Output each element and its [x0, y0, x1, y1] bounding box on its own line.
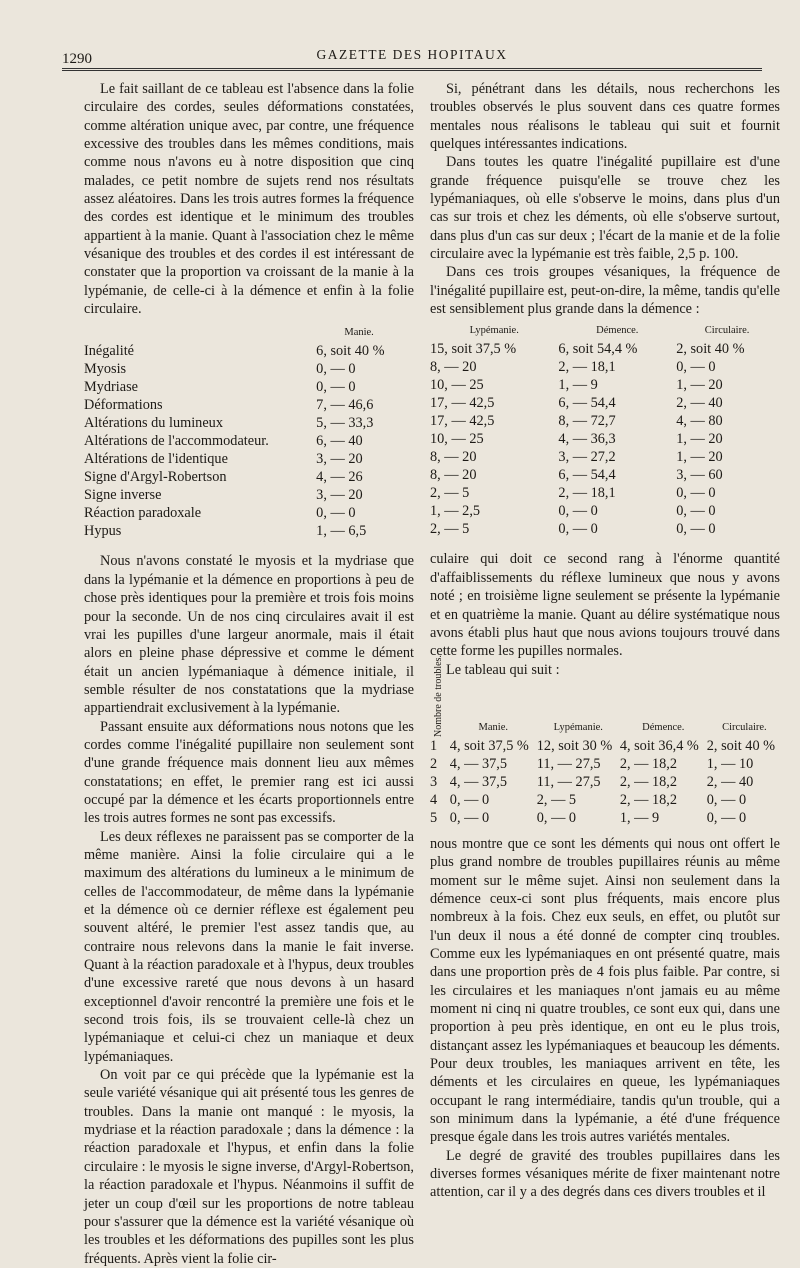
table-cell: 4, — 80 [676, 413, 723, 430]
row-value: 6, soit 40 % [316, 343, 385, 360]
table-cell: 0, — 0 [676, 485, 716, 502]
table-cell: 2, — 40 [676, 395, 723, 412]
table-cell: 8, — 20 [430, 449, 477, 466]
table-cell: 11, — 27,5 [536, 773, 601, 790]
table-row [84, 486, 402, 504]
table-row [84, 504, 402, 522]
table-cell: 0, — 0 [676, 521, 716, 538]
table-cell: 2, — 18,2 [619, 773, 677, 790]
table-row [84, 342, 402, 360]
table-cell: 1, — 10 [706, 755, 754, 772]
table-row [84, 432, 402, 450]
table-cell: 0, — 0 [558, 503, 598, 520]
table-row [430, 376, 778, 394]
paragraph: Le fait saillant de ce tableau est l'absence dans la folie circulaire des cordes, seules déformations constatées, comme altération unique avec, par contre, une fréquence excessive des troubles dans les mêmes conditions, mais comme nous n'avons eu à notre disposition que cinq malades, ce petit nombre de sujets rend nos résultats assez aléatoires. Dans les trois autres formes la fréquence des cordes est identique et le minimum des troubles appartient à la manie. Quant à l'association chez le même vésanique des troubles et des cordes il est intéressant de constater que la proportion va croissant de la manie à la lypémanie, de celle-ci à la démence et enfin à la folie circulaire. [84, 81, 414, 318]
row-value: 0, — 0 [316, 379, 356, 396]
table-row [430, 430, 778, 448]
row-value: 7, — 46,6 [316, 397, 374, 414]
row-label: Réaction paradoxale [84, 505, 202, 522]
row-label: Déformations [84, 397, 163, 414]
paragraph: Les deux réflexes ne paraissent pas se comporter de la même manière. Ainsi la folie circulaire qui a le maximum des altérations du lumineux a le minimum de celles de l'accommodateur, de même dans la lypémanie et la démence où ce dernier réflexe est également peu souvent altéré, le premier l'est assez tandis que, au contraire nous relevons dans la manie le fait inverse. Quant à la réaction paradoxale et à l'hypus, deux troubles d'une excessive rareté que nous devons à un hasard exceptionnel d'avoir rencontré la première une fois et le second trois fois, ils se trouvaient celle-là chez un lypémaniaque et celui-ci chez un maniaque et deux lypémaniaques. [84, 828, 414, 1065]
lypemanie-header: Lypémanie. [553, 721, 603, 733]
row-value: 3, — 20 [316, 451, 363, 468]
row-label: Hypus [84, 523, 122, 540]
table-row [430, 484, 778, 502]
table-cell: 8, — 72,7 [558, 413, 616, 430]
row-value: 6, — 40 [316, 433, 363, 450]
demence-header: Démence. [596, 325, 639, 337]
table-row [84, 360, 402, 378]
table-cell: 1, — 20 [676, 431, 723, 448]
table-row [430, 358, 778, 376]
table-cell: 0, — 0 [706, 791, 747, 808]
table-row [430, 412, 778, 430]
table-cell: 1 [430, 737, 438, 754]
table-row [84, 522, 402, 540]
table-cell: 0, — 0 [449, 809, 490, 826]
table-cell: 2, — 5 [536, 791, 577, 808]
table-cell: 1, — 20 [676, 377, 723, 394]
table-cell: 0, — 0 [706, 809, 747, 826]
table-cell: 4 [430, 791, 438, 808]
table-row [430, 394, 778, 412]
table-row [430, 448, 778, 466]
table-row [84, 450, 402, 468]
table-row [430, 809, 782, 827]
table-row [430, 520, 778, 538]
paragraph: On voit par ce qui précède que la lypémanie est la seule variété vésanique qui ait présenté tous les genres de troubles. Dans la manie ont manqué : le myosis, la mydriase et la réaction paradoxale ; dans la démence : la réaction paradoxale et l'hypus, et enfin dans la folie circulaire : le myosis le signe inverse, d'Argyl-Robertson, la réaction paradoxale et l'hypus. Néanmoins il suffit de jeter un coup d'œil sur les proportions de notre tableau pour s'assurer que la démence est la variété vésanique où les troubles et les déformations des pupilles sont les plus fréquents. Après vient la folie cir- [84, 1067, 414, 1267]
row-value: 0, — 0 [316, 505, 356, 522]
circulaire-header: Circulaire. [704, 325, 750, 337]
table-cell: 2, — 18,2 [619, 755, 677, 772]
table-row [84, 378, 402, 396]
table-cell: 4, — 37,5 [449, 755, 507, 772]
paragraph: Nous n'avons constaté le myosis et la mydriase que dans la lypémanie et la démence en proportions à peu de chose près identiques pour la première et trois fois moins pour la seconde. Un de nos cinq circulaires avait il est vrai les pupilles d'une largeur anormale, mais il était alors en pleine phase dépressive et comme le dément était un ancien lypémaniaque à démence initiale, il semble résulter de nos constatations que la mydriase appartiendrait exclusivement à la lypémanie. [84, 553, 414, 717]
paragraph: nous montre que ce sont les déments qui nous ont offert le plus grand nombre de troubles pupillaires réunis au même moment sur le même sujet. Ainsi non seulement dans la démence ceux-ci sont plus fréquents, mais encore plus nombreux à la fois. Chez eux seuls, en effet, ou plutôt sur l'un deux il nous a été donné de compter cinq troubles. Comme eux les lypémaniaques en ont présenté quatre, mais dans une proportion près de 4 fois plus faible. Par contre, si les circulaires et les maniaques n'ont jamais eu au même moment ni cinq ni quatre troubles, ce sont eux qui, dans une proportion à peu près identique, en ont eu le plus trois, distançant assez les lypémaniaques et beaucoup les déments. Pour deux troubles, les maniaques arrivent en tête, les déments et les circulaires en queue, les lypémaniaques occupant le rang intermédiaire, tandis qu'un trouble, qui a son minimum dans la lypémanie, a été d'une fréquence presque égale dans les trois autres variétés mentales. [430, 835, 780, 1146]
paragraph: Si, pénétrant dans les détails, nous recherchons les troubles observés le plus souvent dans ces quatre formes mentales nous réalisons le tableau qui suit et fournit quelques intéressantes indications. [430, 81, 780, 153]
table-cell: 2, soit 40 % [676, 341, 745, 358]
table-cell: 0, — 0 [536, 809, 577, 826]
table-cell: 2, — 40 [706, 773, 754, 790]
left-column [84, 80, 414, 1268]
page-number: 1290 [62, 51, 92, 67]
row-label: Signe d'Argyl-Robertson [84, 469, 227, 486]
row-label: Inégalité [84, 343, 135, 360]
paragraph: Passant ensuite aux déformations nous notons que les cordes comme l'inégalité pupillaire non seulement sont d'une grande fréquence mais donnent lieu aux mêmes constatations; en effet, le premier rang est ici aussi occupé par la démence et les écarts proportionnels entre les trois autres formes ne sont pas excessifs. [84, 718, 414, 827]
table-cell: 0, — 0 [676, 359, 716, 376]
table-cell: 1, — 9 [619, 809, 660, 826]
table-cell: 3, — 27,2 [558, 449, 616, 466]
demence-header: Démence. [642, 721, 685, 733]
table-cell: 2, — 18,1 [558, 485, 616, 502]
table-cell: 11, — 27,5 [536, 755, 601, 772]
journal-title: GAZETTE DES HOPITAUX [316, 47, 508, 62]
table-cell: 2, — 5 [430, 521, 470, 538]
table-cell: 2 [430, 755, 438, 772]
circulaire-header: Circulaire. [722, 721, 767, 733]
table-cell: 5 [430, 809, 438, 826]
table-cell: 8, — 20 [430, 359, 477, 376]
table-cell: 12, soit 30 % [536, 737, 613, 754]
right-column [430, 80, 780, 1202]
table-cell: 3 [430, 773, 438, 790]
row-label: Signe inverse [84, 487, 162, 504]
manie-header: Manie. [344, 327, 374, 339]
table-cell: 0, — 0 [449, 791, 490, 808]
row-value: 3, — 20 [316, 487, 363, 504]
row-label: Altérations de l'identique [84, 451, 228, 468]
table-cell: 4, — 36,3 [558, 431, 616, 448]
table-cell: 0, — 0 [676, 503, 716, 520]
table-cell: 1, — 9 [558, 377, 598, 394]
table-row [430, 340, 778, 358]
row-label: Mydriase [84, 379, 138, 396]
table-row [430, 502, 778, 520]
manie-table [84, 324, 402, 540]
paragraph: Le degré de gravité des troubles pupillaires dans les diverses formes vésaniques mérite de fixer maintenant notre attention, car il y a des degrés dans ces divers troubles et il [430, 1147, 780, 1201]
paragraph: Le tableau qui suit : [446, 661, 560, 678]
table-cell: 2, soit 40 % [706, 737, 776, 754]
row-value: 0, — 0 [316, 361, 356, 378]
table-cell: 17, — 42,5 [430, 413, 495, 430]
table-cell: 3, — 60 [676, 467, 723, 484]
comparison-table [430, 322, 778, 538]
row-value: 1, — 6,5 [316, 523, 367, 540]
row-value: 5, — 33,3 [316, 415, 374, 432]
table-cell: 1, — 2,5 [430, 503, 481, 520]
paragraph: Dans toutes les quatre l'inégalité pupillaire est d'une grande fréquence puisqu'elle se trouve chez les lypémaniaques, où elle s'observe le moins, dans plus d'un cas sur trois et chez les déments, où elle s'observe surtout, dans plus d'un cas sur deux ; l'écart de la manie et de la folie circulaire avec la lypémanie est très faible, 2,5 p. 100. [430, 154, 780, 263]
table-cell: 4, soit 36,4 % [619, 737, 699, 754]
table-cell: 0, — 0 [558, 521, 598, 538]
table-cell: 6, — 54,4 [558, 467, 616, 484]
table-row [430, 737, 782, 755]
row-label: Altérations de l'accommodateur. [84, 433, 269, 450]
row-label: Altérations du lumineux [84, 415, 223, 432]
table-cell: 2, — 5 [430, 485, 470, 502]
manie-header: Manie. [478, 721, 508, 733]
table-cell: 4, soit 37,5 % [449, 737, 529, 754]
table-cell: 17, — 42,5 [430, 395, 495, 412]
paragraph: Dans ces trois groupes vésaniques, la fréquence de l'inégalité pupillaire est, peut-on-dire, la même, tandis qu'elle est sensiblement plus grande dans la démence : [430, 264, 780, 318]
row-value: 4, — 26 [316, 469, 363, 486]
table-row [430, 755, 782, 773]
table-cell: 10, — 25 [430, 377, 484, 394]
table-row [84, 396, 402, 414]
table-cell: 2, — 18,1 [558, 359, 616, 376]
row-label: Myosis [84, 361, 127, 378]
table-cell: 1, — 20 [676, 449, 723, 466]
table-cell: 8, — 20 [430, 467, 477, 484]
table-row [84, 468, 402, 486]
table-cell: 2, — 18,2 [619, 791, 677, 808]
table-cell: 15, soit 37,5 % [430, 341, 517, 358]
table-row [430, 773, 782, 791]
troubles-count-header: Nombre de troubles. [433, 654, 444, 737]
paragraph: culaire qui doit ce second rang à l'énorme quantité d'affaiblissements du réflexe lumineux que nous y avons noté ; en troisième ligne seulement se présente la lypémanie et en quatrième la manie. Quant au délire systématique nous avons établi plus haut que nous avions toujours trouvé dans cette forme les pupilles normales. [430, 551, 780, 660]
page-header [62, 46, 762, 71]
table-cell: 4, — 37,5 [449, 773, 507, 790]
table-row [430, 791, 782, 809]
table-cell: 6, — 54,4 [558, 395, 616, 412]
table-cell: 6, soit 54,4 % [558, 341, 638, 358]
lypemanie-header: Lypémanie. [469, 325, 519, 337]
table-cell: 10, — 25 [430, 431, 484, 448]
table-row [430, 466, 778, 484]
table-row [84, 414, 402, 432]
